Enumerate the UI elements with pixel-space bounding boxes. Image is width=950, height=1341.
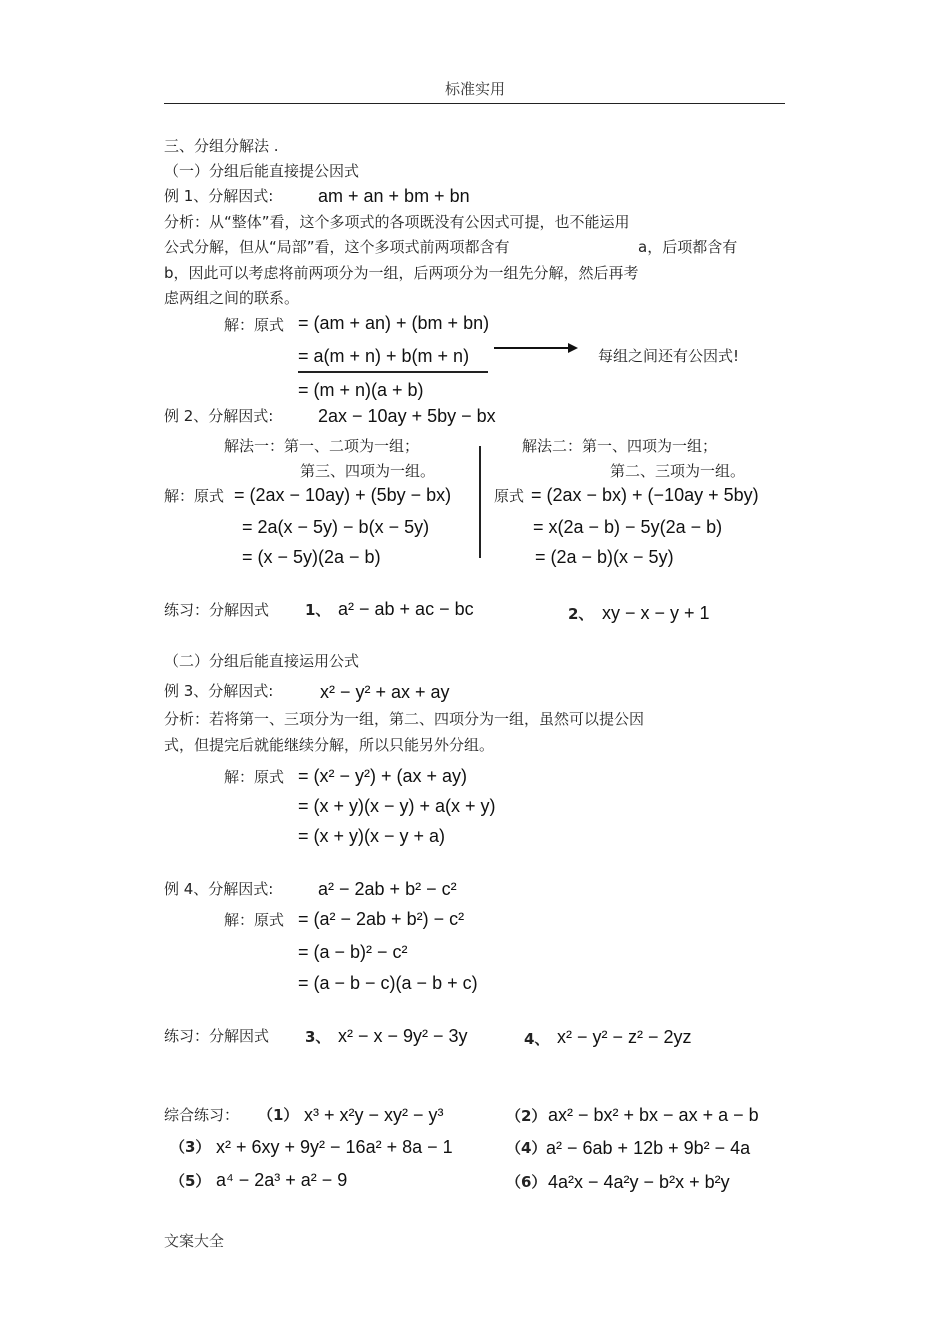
ex2-right-step-2: = x(2a − b) − 5y(2a − b) [533, 517, 723, 537]
ex2-method2-line-2: 第二、三项为一组。 [610, 462, 746, 480]
practice1-num-2: 2、 [568, 605, 594, 623]
ex2-method1-line-2: 第三、四项为一组。 [300, 462, 436, 480]
ex1-analysis-line-2: 公式分解，但从“局部”看，这个多项式前两项都含有 [164, 238, 510, 256]
comprehensive-expr-5: a⁴ − 2a³ + a² − 9 [216, 1170, 348, 1190]
ex1-note: 每组之间还有公因式! [598, 347, 740, 365]
ex1-label: 例 1、分解因式: [164, 187, 274, 205]
part2-title: （二）分组后能直接运用公式 [164, 652, 360, 670]
comprehensive-num-6: （6） [506, 1173, 547, 1191]
ex4-label: 例 4、分解因式: [164, 880, 274, 898]
comprehensive-num-5: （5） [170, 1172, 211, 1190]
ex2-divider [479, 446, 481, 558]
practice2-num-4: 4、 [524, 1030, 550, 1048]
ex4-step-1: = (a² − 2ab + b²) − c² [298, 909, 465, 929]
ex3-step-3: = (x + y)(x − y + a) [298, 826, 446, 846]
ex3-expression: x² − y² + ax + ay [320, 682, 450, 702]
comprehensive-expr-2: ax² − bx² + bx − ax + a − b [548, 1105, 759, 1125]
ex1-step-1: = (am + an) + (bm + bn) [298, 313, 490, 333]
comprehensive-num-3: （3） [170, 1138, 211, 1156]
ex1-analysis-line-4: 虑两组之间的联系。 [164, 289, 300, 307]
ex2-left-step-2: = 2a(x − 5y) − b(x − 5y) [242, 517, 430, 537]
practice1-num-1: 1、 [305, 601, 331, 619]
ex4-step-3: = (a − b − c)(a − b + c) [298, 973, 478, 993]
ex4-expression: a² − 2ab + b² − c² [318, 879, 457, 899]
part1-title: （一）分组后能直接提公因式 [164, 162, 360, 180]
page-header: 标准实用 [444, 80, 505, 98]
comprehensive-expr-1: x³ + x²y − xy² − y³ [304, 1105, 444, 1125]
ex2-method2-line-1: 解法二：第一、四项为一组； [522, 437, 718, 455]
comprehensive-label: 综合练习： [164, 1106, 240, 1124]
ex2-label: 例 2、分解因式: [164, 407, 274, 425]
ex1-step-2: = a(m + n) + b(m + n) [298, 346, 470, 366]
practice1-label: 练习：分解因式 [164, 601, 270, 619]
header-divider [164, 103, 785, 104]
ex2-method1-line-1: 解法一：第一、二项为一组； [224, 437, 420, 455]
ex3-step-2: = (x + y)(x − y) + a(x + y) [298, 796, 496, 816]
ex1-arrow-icon [494, 341, 578, 355]
ex1-step-3: = (m + n)(a + b) [298, 380, 424, 400]
ex3-label: 例 3、分解因式: [164, 682, 274, 700]
ex1-solution-label: 解：原式 [224, 316, 285, 334]
practice1-expr-1: a² − ab + ac − bc [338, 599, 474, 619]
ex2-left-label: 解：原式 [164, 487, 225, 505]
ex3-step-1: = (x² − y²) + (ax + ay) [298, 766, 468, 786]
ex4-solution-label: 解：原式 [224, 911, 285, 929]
ex2-expression: 2ax − 10ay + 5by − bx [318, 406, 496, 426]
practice2-expr-3: x² − x − 9y² − 3y [338, 1026, 468, 1046]
comprehensive-num-2: （2） [506, 1107, 547, 1125]
ex2-left-step-3: = (x − 5y)(2a − b) [242, 547, 381, 567]
comprehensive-num-1: （1） [258, 1106, 299, 1124]
ex3-analysis-line-1: 分析：若将第一、三项分为一组，第二、四项分为一组，虽然可以提公因 [164, 710, 645, 728]
ex1-analysis-line-1: 分析：从“整体”看，这个多项式的各项既没有公因式可提，也不能运用 [164, 213, 630, 231]
practice1-expr-2: xy − x − y + 1 [602, 603, 710, 623]
practice2-expr-4: x² − y² − z² − 2yz [557, 1027, 692, 1047]
ex2-left-step-1: = (2ax − 10ay) + (5by − bx) [234, 485, 452, 505]
comprehensive-expr-3: x² + 6xy + 9y² − 16a² + 8a − 1 [216, 1137, 453, 1157]
ex3-solution-label: 解：原式 [224, 768, 285, 786]
practice2-label: 练习：分解因式 [164, 1027, 270, 1045]
ex4-step-2: = (a − b)² − c² [298, 942, 408, 962]
ex2-right-step-1: = (2ax − bx) + (−10ay + 5by) [531, 485, 759, 505]
ex1-analysis-line-2b: a，后项都含有 [638, 238, 738, 256]
ex2-right-step-3: = (2a − b)(x − 5y) [535, 547, 674, 567]
ex2-right-label: 原式 [494, 487, 525, 505]
comprehensive-num-4: （4） [506, 1139, 547, 1157]
comprehensive-expr-4: a² − 6ab + 12b + 9b² − 4a [546, 1138, 751, 1158]
practice2-num-3: 3、 [305, 1028, 331, 1046]
ex3-analysis-line-2: 式，但提完后就能继续分解，所以只能另外分组。 [164, 736, 495, 754]
section-title: 三、分组分解法 . [164, 137, 279, 155]
ex1-analysis-line-3: b，因此可以考虑将前两项分为一组，后两项分为一组先分解，然后再考 [164, 264, 639, 282]
page-footer: 文案大全 [164, 1232, 225, 1250]
ex1-expression: am + an + bm + bn [318, 186, 470, 206]
comprehensive-expr-6: 4a²x − 4a²y − b²x + b²y [548, 1172, 730, 1192]
ex1-underline [298, 371, 488, 373]
